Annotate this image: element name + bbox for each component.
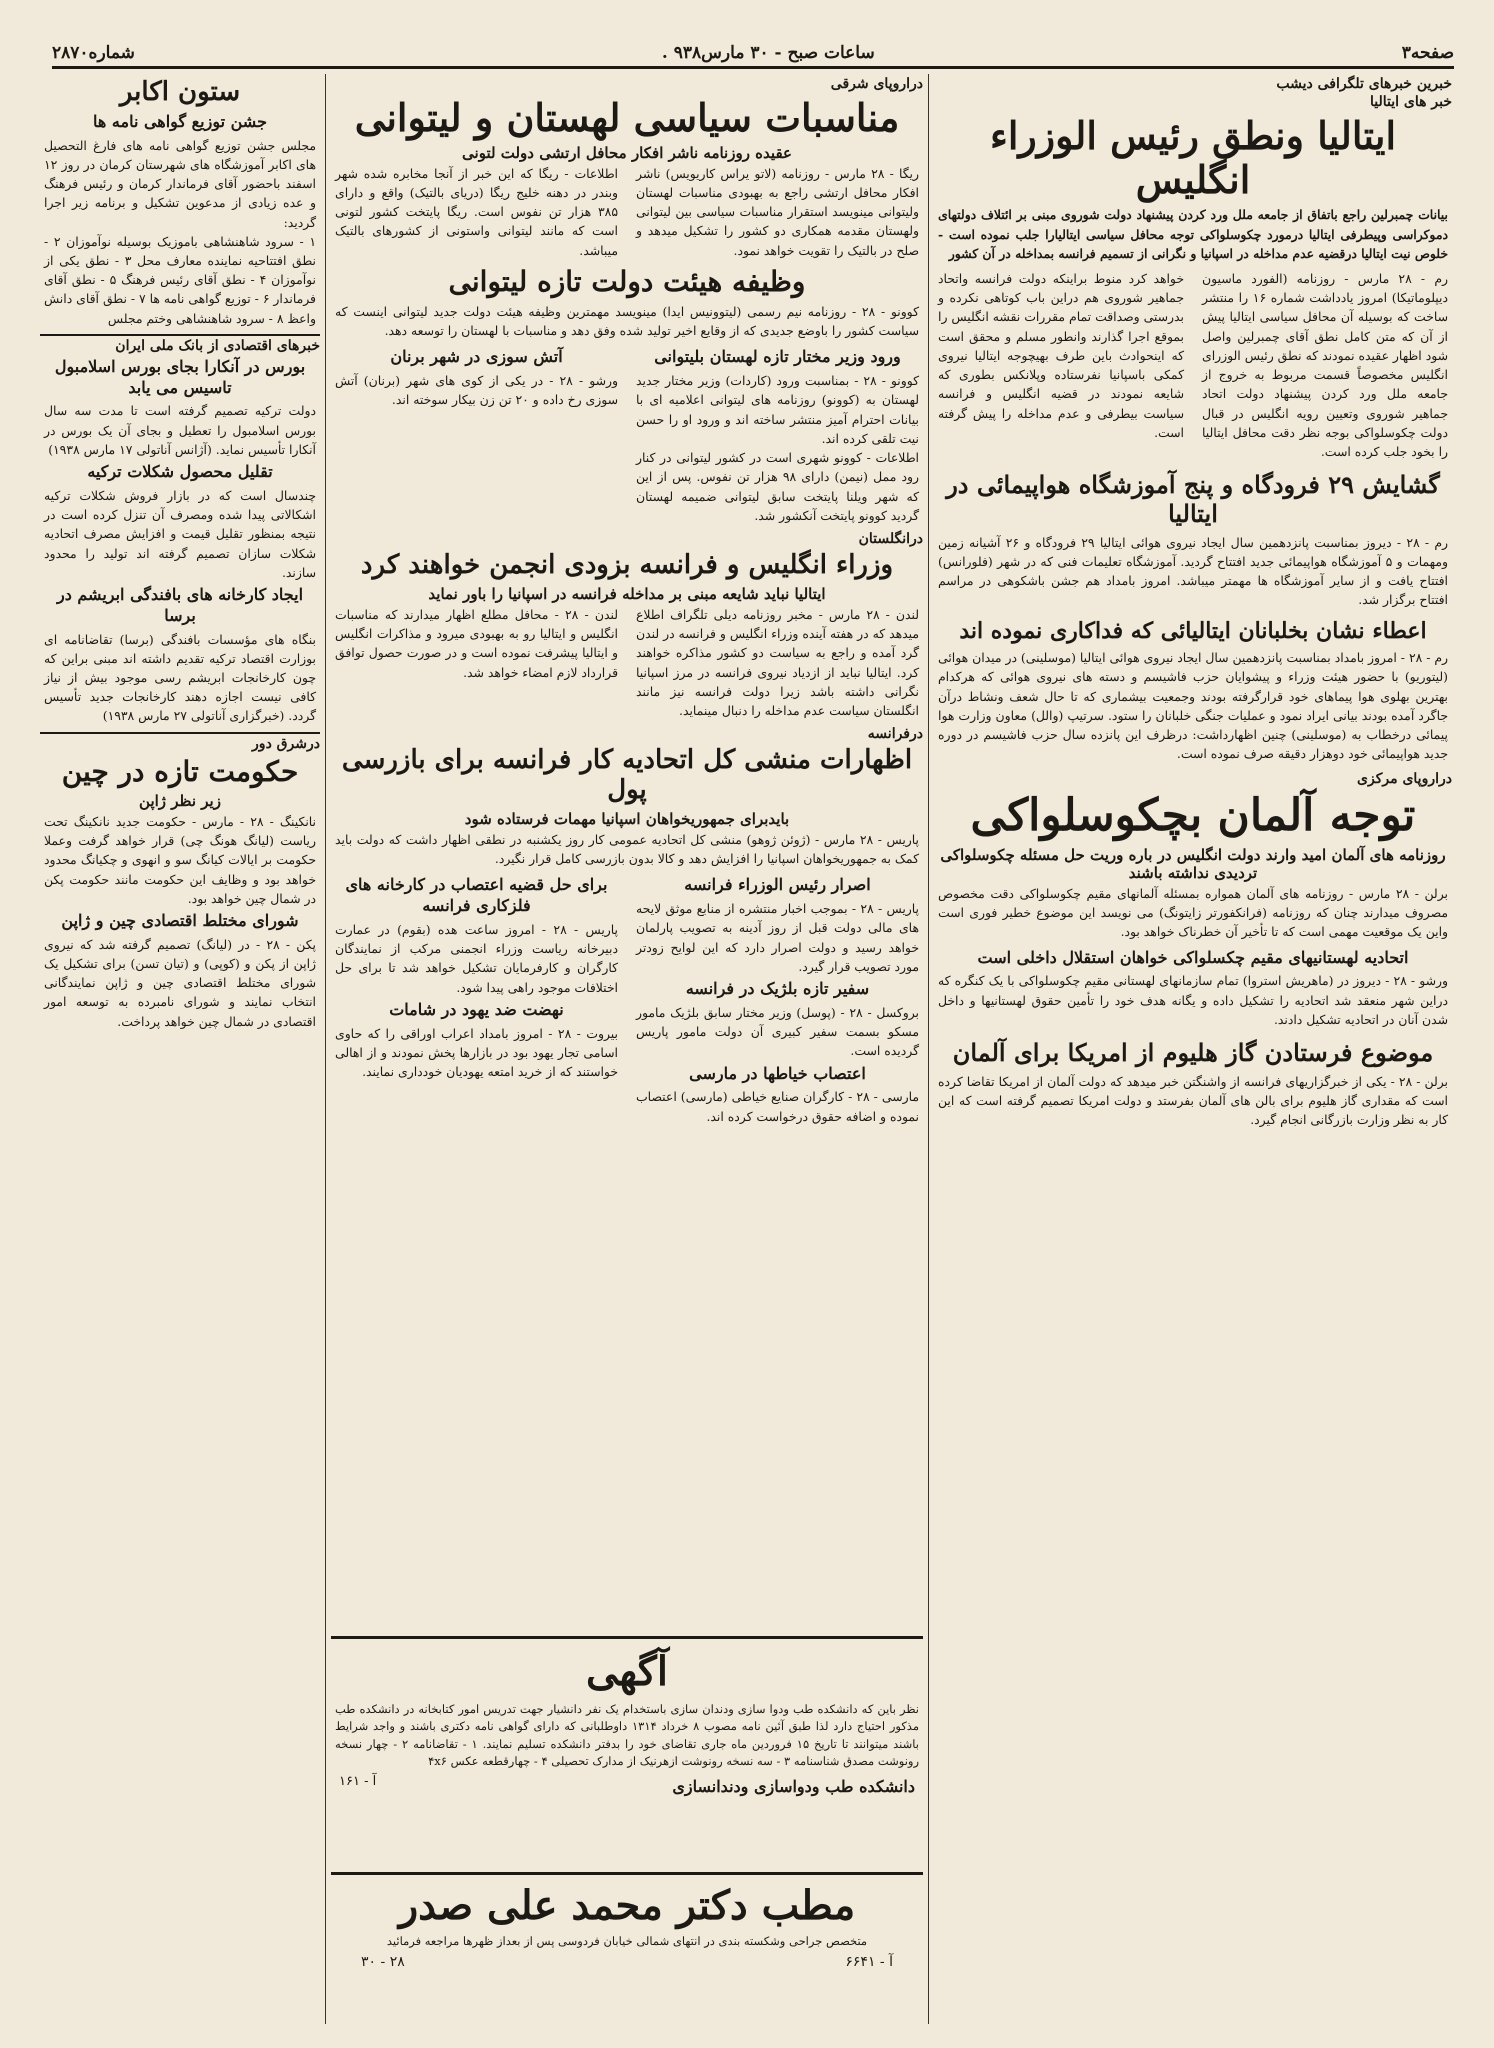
article-body: ریگا - ۲۸ مارس - روزنامه (لاتو یراس کاریویس) ناشر افکار محافل ارتشی راجع به بهبودی مناسبات لهستان ولیتوانی مینویسد استقرار مناسبات سیاسی بین لیتوانی ولهستان مقدمه همکاری دو کشور را تشکیل میدهد و صلح در بالتیک را تقویت خواهد نمود. bbox=[636, 165, 919, 258]
subheadline: بایدبرای جمهوریخواهان اسپانیا مهمات فرستاده شود bbox=[464, 809, 790, 828]
article-body: پاریس - ۲۸ - امروز ساعت هده (بقوم) در عمارت دبیرخانه ریاست وزراء انجمنی مرکب از نمایندگان کارگران و کارفرمایان تشکیل خواهد شد تا برای حل اختلافات موجود راهی پیدا شود. bbox=[335, 921, 618, 995]
section-label: دراروپای مرکزی bbox=[1357, 771, 1452, 788]
article-body: نانکینگ - ۲۸ - مارس - حکومت جدید نانکینگ تحت ریاست (لیانگ هونگ چی) قرار خواهد گرفت وعملا حکومت بر ایالات کیانگ سو و انهوی و چکیانگ محدود خواهد بود و وظایف این حکومت مانند حکومت پکن در شمال چین خواهد بود. bbox=[44, 813, 316, 906]
headline-chocolate: تقلیل محصول شکلات ترکیه bbox=[87, 462, 273, 482]
headline-fire: آتش سوزی در شهر برنان bbox=[390, 347, 563, 367]
column-left bbox=[40, 74, 320, 2024]
headline-belgian-ambassador: سفیر تازه بلژیک در فرانسه bbox=[685, 979, 870, 999]
section-label: درفرانسه bbox=[867, 726, 923, 743]
article-body: مجلس جشن توزیع گواهی نامه های فارغ التحصیل های اکابر آموزشگاه های شهرستان کرمان در روز ۱۲ اسفند باحضور آقای فرماندار کرمان و رئیس فرهنگ و عده زیادی از مدعوین تشکیل و برنامه زیر اجرا گردید: bbox=[44, 137, 316, 230]
article-body: اطلاعات - کوونو شهری است در کشور لیتوانی در کنار رود ممل (نیمن) دارای ۹۸ هزار تن نفوس. پس از این که شهر ویلنا پایتخت سابق لیتوانی ضمیمه لهستان گردید کوونو پایتخت آنکشور شد. bbox=[636, 450, 919, 523]
ad-text: نظر باین که دانشکده طب ودوا سازی ودندان سازی باستخدام یک نفر دانشیار جهت تدریس امور کتابخانه در دانشکده طب مذکور احتیاج دارد لذا طبق آئین نامه مصوب ۸ خرداد ۱۳۱۴ داوطلبانی که دارای گواهی نامه دکتری باشند و واجد شرایط باشند میتوانند تا تاریخ ۱۵ فروردین ماه جاری تقاضای خود را بدفتر دانشکده تسلیم نمایند. ۱ - تقاضانامه ۲ - چهار نسخه رونوشت مصدق شناسنامه ۳ - سه نسخه رونوشت ازهرنیک از مدارک تحصیلی ۴ - چهارقطعه عکس ۴x۶ bbox=[335, 1702, 919, 1768]
article-body: اطلاعات - ریگا که این خبر از آنجا مخابره شده شهر وبندر در دهنه خلیج ریگا (دریای بالتیک) واقع و دارای ۳۸۵ هزار تن نفوس است. ریگا پایتخت کشور لتونی است که مانند لیتوانی واستونی از کشورهای بالتیک میباشد. bbox=[335, 165, 618, 258]
headline-pm-insists: اصرار رئیس الوزراء فرانسه bbox=[684, 875, 871, 895]
headline-tailors-strike: اعتصاب خیاطها در مارسی bbox=[689, 1063, 866, 1083]
column-rule-left bbox=[325, 74, 326, 2024]
clinic-text: متخصص جراحی وشکسته بندی در انتهای شمالی خیابان فردوسی پس از بعداز ظهرها مراجعه فرمائید bbox=[386, 1934, 868, 1948]
headline-economic-council: شورای مختلط اقتصادی چین و ژاپن bbox=[61, 910, 299, 930]
article-body: ورشو - ۲۸ - در یکی از کوی های شهر (برنان) آتش سوزی رخ داده و ۲۰ تن زن بیکار سوخته اند. bbox=[335, 373, 618, 408]
article-body: بیروت - ۲۸ - امروز بامداد اعراب اوراقی را که حاوی اسامی تجار یهود بود در بازارها پخش نمودند و از اهالی خواستند که از خرید امتعه یهودیان خودداری نمایند. bbox=[335, 1025, 618, 1080]
article-body: ورشو - ۲۸ - دیروز در (ماهریش استروا) تمام سازمانهای لهستانی مقیم چکوسلواکی با یک کنگره که دراین شهر منعقد شد اتحادیه را تشکیل داده و یگانه هدف خود را تأمین حقوق لهستانیها و داخل شدن آنان در اتحادیه تشکیل دادند. bbox=[938, 973, 1448, 1027]
ad-signature: دانشکده طب ودواسازی ودندانسازی bbox=[672, 1777, 915, 1796]
headline-medals: اعطاء نشان بخلبانان ایتالیائی که فداکاری نموده اند bbox=[959, 617, 1427, 644]
headline-china-government: حکومت تازه در چین bbox=[61, 754, 299, 788]
column-title: ستون اکابر bbox=[119, 77, 241, 107]
article-body: کوونو - ۲۸ - بمناسبت ورود (کاردات) وزیر مختار جدید لهستان به (کوونو) روزنامه های لیتوانی اعلامیه ای با بیانات احترام آمیز منتشر ساخته اند و ورود او را حسن نیت تلقی کرده اند. bbox=[636, 373, 920, 446]
headline-polish-minister: ورود وزیر مختار تازه لهستان بلیتوانی bbox=[654, 347, 901, 367]
article-body: لندن - ۲۸ مارس - مخبر روزنامه دیلی تلگراف اطلاع میدهد که در هفته آینده وزراء انگلیس و فرانسه در لندن گرد آمده و راجع به سیاست دو کشور مذاکره خواهند کرد. ایتالیا نباید از ازدیاد نیروی فرانسه در مرز اسپانیا نگرانی داشته باشد زیرا دولت فرانسه نیز مانند انگلستان سیاست عدم مداخله را دنبال مینماید. bbox=[636, 606, 919, 718]
clinic-border-top bbox=[331, 1872, 923, 1875]
masthead bbox=[52, 34, 1454, 69]
headline-lithuania-cabinet: وظیفه هیئت دولت تازه لیتوانی bbox=[448, 264, 806, 298]
advertisement bbox=[331, 1642, 923, 1867]
section-label: خبرهای اقتصادی از بانک ملی ایران bbox=[40, 334, 320, 354]
headline-certificates: جشن توزیع گواهی نامه ها bbox=[93, 111, 267, 131]
headline-polish-union: اتحادیه لهستانیهای مقیم چکسلواکی خواهان استقلال داخلی است bbox=[977, 947, 1409, 967]
headline-ankara-bourse: بورس در آنکارا بجای بورس اسلامبول تاسیس می یابد bbox=[54, 356, 306, 397]
kicker: خبر های ایتالیا bbox=[1370, 94, 1452, 110]
ad-code: آ - ۱۶۱ bbox=[339, 1774, 377, 1789]
article-body: رم - ۲۸ - امروز بامداد بمناسبت پانزدهمین سال ایجاد نیروی هوائی ایتالیا (موسلینی) در میدان هوائی (لیتوریو) با حضور هیئت وزراء و پیشوایان حزب فاشیسم و دسته های نیروی هوائی که هرکدام بهترین بهلوی هوا پیماهای خود قرارگرفته بودند وجمعیت بیشماری که تا حال شعف ونشاط درآن جاگرد آمده بودند بیانی ایراد نمود و عملیات جنگی خلبانان را ستود. سرتیپ (والل) معاون وزارت هوا پیمائی درخطاب به (موسلینی) چنین اظهارداشت: درظرف این پانزده سال حزب فاشیسم در دوره جدید هواپیمائی خود دوهزار دقیقه صرف نموده است. bbox=[938, 650, 1448, 762]
column-rule-right bbox=[928, 74, 929, 2024]
article-body: پاریس - ۲۸ مارس - (ژوئن ژوهو) منشی کل اتحادیه عمومی کار روز یکشنبه در نطقی اظهار داشت که دولت باید کمک به جمهوریخواهان اسپانیا را افزایش دهد و کالا بدون بازرسی کامل قرار نگیرد. bbox=[335, 831, 919, 867]
subheadline: عقیده روزنامه ناشر افکار محافل ارتشی دولت لتونی bbox=[462, 143, 792, 162]
article-body: رم - ۲۸ - دیروز بمناسبت پانزدهمین سال ایجاد نیروی هوائی ایتالیا ۲۹ فرودگاه و ۲۶ آشیانه زمین ومهمات و ۵ آموزشگاه هواپیمائی جدید افتتاح گردید. آموزشگاه تعلیمات فنی که در شهر (فلورانس) افتتاح یافت و از سایر آموزشگاه ها مهمتر میباشد. امروز بامداد هم جشن باشکوهی در مراسم افتتاح برگزار شد. bbox=[938, 534, 1449, 608]
article-body: پاریس - ۲۸ - بموجب اخبار منتشره از منابع موثق لایحه های مالی دولت قبل از روز آدینه به تصویب پارلمان خواهد رسید و دولت اصرار دارد که این لوایح زودتر مورد تصویب قرار گیرد. bbox=[636, 901, 919, 974]
article-body: دولت ترکیه تصمیم گرفته است تا مدت سه سال بورس اسلامبول را تعطیل و بجای آن یک بورس در آنکارا تأسیس نماید. (آژانس آناتولی ۱۷ مارس ۱۹۳۸) bbox=[44, 403, 316, 457]
subheadline: ایتالیا نباید شایعه مبنی بر مداخله فرانسه در اسپانیا را باور نماید bbox=[428, 584, 826, 603]
section-label: درانگلستان bbox=[858, 530, 923, 547]
article-body: بنگاه های مؤسسات بافندگی (برسا) تقاضانامه ای بوزارت اقتصاد ترکیه تقدیم داشته اند مبنی براین که چون کارخانجات ابریشم رسی موجود بیش از نیاز کافی نیست اجازه دهند کارخانجات جدید تأسیس گردد. (خبرگزاری آناتولی ۲۷ مارس ۱۹۳۸) bbox=[44, 631, 316, 724]
article-body: بروکسل - ۲۸ - (پوسل) وزیر مختار سابق بلژیک مامور مسکو بسمت سفیر کبیری آن دولت مامور پاریس گردیده است. bbox=[636, 1004, 919, 1059]
clinic-number: ۲۸ - ۳۰ bbox=[361, 1954, 405, 1971]
column-middle bbox=[331, 74, 923, 1634]
headline-poland-lithuania: مناسبات سیاسی لهستان و لیتوانی bbox=[354, 95, 900, 140]
headline-germany-czech: توجه آلمان بچکوسلواکی bbox=[970, 790, 1416, 842]
section-label: دراروپای شرقی bbox=[830, 76, 923, 92]
headline-antisemitism: نهضت ضد یهود در شامات bbox=[389, 999, 564, 1019]
section-label: خبرین خبرهای تلگرافی دیشب bbox=[1276, 76, 1452, 92]
section-label: درشرق دور bbox=[40, 732, 320, 752]
subheadline: زیر نظر ژاپن bbox=[139, 791, 221, 810]
headline-labor-union: اظهارات منشی کل اتحادیه کار فرانسه برای بازرسی پول bbox=[341, 745, 913, 806]
article-body: مارسی - ۲۸ - کارگران صنایع خیاطی (مارسی) اعتصاب نموده و اضافه حقوق درخواست کرده اند. bbox=[636, 1089, 920, 1124]
article-body: کوونو - ۲۸ - روزنامه نیم رسمی (لیتوونیس ایدا) مینویسد مهمترین وظیفه هیئت دولت جدید لیتوانی اینست که سیاست کشور را باوضع جدیدی که از وقایع اخیر تولید شده وفق دهد و مناسبات با لهستان را توسعه دهد. bbox=[335, 303, 919, 339]
page-number: صفحه۳ bbox=[1401, 43, 1454, 63]
clinic-code: آ - ۶۶۴۱ bbox=[845, 1954, 893, 1971]
article-body: برلن - ۲۸ مارس - روزنامه های آلمان همواره بمسئله آلمانهای مقیم چکوسلواکی دقت مخصوص مصروف میدارند چنان که روزنامه (فرانکفورتر زایتونگ) می نویسد این موضوع خطیر فوری است واین یک موقعیت مهمی است که تا تأخیر آن خطرناک خواهد بود. bbox=[938, 885, 1448, 940]
article-body: رم - ۲۸ مارس - روزنامه (الفورد ماسیون دیپلوماتیکا) امروز یادداشت شماره ۱۶ را منتشر ساخت که بوسیله آن محافل سیاسی ایتالیا پیش از آن که متن کامل نطق آقای چمبرلین واصل شود اظهار عقیده نمودند که نطق رئیس الوزرای انگلیس مخصوصاً قسمت مربوط به خروج از جامعه ملل ورد کردن پیشنهاد دولت اتحاد جماهیر شوروی وتعیین رویه انگلیس در قبال دولت چکوسلواکی بوجه نظر دقت محافل ایتالیا را بخود جلب کرده است. bbox=[1202, 271, 1449, 459]
article-body: پکن - ۲۸ - در (لیانگ) تصمیم گرفته شد که نیروی ژاپن از پکن و (کوپی) و (تیان تسن) برای تشکیل یک شورای مختلط اقتصادی چین و ژاپن نمایندگانی انتخاب نمایند و شورای نامبرده به توسعه امور اقتصادی در شمال چین خواهد پرداخت. bbox=[44, 936, 316, 1029]
headline-helium: موضوع فرستادن گاز هلیوم از امریکا برای آلمان bbox=[952, 1038, 1434, 1068]
article-body: لندن - ۲۸ - محافل مطلع اظهار میدارند که مناسبات انگلیس و ایتالیا رو به بهبودی میرود و مذاکرات انگلیس و ایتالیا پیشرفت نموده است و در صورت حصول توافق قرارداد لازم امضاء خواهد شد. bbox=[335, 606, 618, 680]
headline-metal-strike: برای حل قضیه اعتصاب در کارخانه های فلزکاری فرانسه bbox=[345, 875, 608, 916]
subheadline: روزنامه های آلمان امید وارند دولت انگلیس در باره وریت حل مسئله چکوسلواکی تردیدی نداشته باشند bbox=[940, 845, 1446, 882]
issue-number: شماره۲۸۷۰ bbox=[52, 43, 135, 63]
lead-text: بیانات چمبرلین راجع باتفاق از جامعه ملل ورد کردن پیشنهاد دولت شوروی مبنی بر ائتلاف دولتهای دموکراسی وپیطرفی ایتالیا درمورد چکوسلواکی توجه محافل سیاسی ایتالیارا جلب نموده است - خلوص نیت ایتالیا درقضیه عدم مداخله در اسپانیا و نگرانی از تسمیم فرانسه بمداخله در آن کشور bbox=[938, 207, 1448, 261]
clinic-ad bbox=[331, 1878, 923, 1998]
headline-silk-factories: ایجاد کارخانه های بافندگی ابریشم در برسا bbox=[56, 585, 304, 625]
headline-italy-uk: ایتالیا ونطق رئیس الوزراء انگلیس bbox=[989, 113, 1396, 202]
article-body: برلن - ۲۸ - یکی از خبرگزاریهای فرانسه از واشنگتن خبر میدهد که دولت آلمان از امریکا تقاضا کرده است که مقداری گاز هلیوم برای بالن های آلمان بفرستد و دولت امریکا تصمیم گرفته است که این کار به نظر وزارت بازرگانی انجام گیرد. bbox=[938, 1073, 1449, 1128]
issue-date: ساعات صبح - ۳۰ مارس۹۳۸ . bbox=[661, 43, 875, 63]
program-list: ۱ - سرود شاهنشاهی باموزیک بوسیله نوآموزان ۲ - نطق افتتاحیه نماینده معارف محل ۳ - نطق یکی از نوآموزان ۴ - نطق آقای رئیس فرهنگ ۵ - نطق آقای فرماندار ۶ - توزیع گواهی نامه ها ۷ - نطق آقای دانش واعظ ۸ - سرود شاهنشاهی وختم مجلس bbox=[44, 233, 316, 326]
ad-title: آگهی bbox=[586, 1648, 668, 1695]
article-body: چندسال است که در بازار فروش شکلات ترکیه اشکالاتی پیدا شده ومصرف آن تنزل کرده است در نتیجه بمنظور تقلیل قیمت و افزایش مصرف اتحادیه شکلات سازان تصمیم گرفته اند تولید را محدود سازند. bbox=[44, 487, 316, 580]
headline-airfields: گشایش ۲۹ فرودگاه و پنج آموزشگاه هواپیمائی در ایتالیا bbox=[946, 470, 1440, 529]
clinic-title: مطب دکتر محمد علی صدر bbox=[398, 1882, 856, 1929]
ad-border-top bbox=[331, 1636, 923, 1639]
article-body: خواهد کرد منوط براینکه دولت فرانسه واتحاد جماهیر شوروی هم دراین باب کوتاهی نکرده و بدرستی وصداقت تمام مقررات نقشه انگلیس را بموقع اجرا گذارند وانطور مسلم و محقق است که اینحوادث باین طرف بهیچوجه ایتالیا نیروی کمکی باسپانیا نفرستاده وپلانکس بطوری که شایعه نمودند در قضیه انگلیس و فرانسه سیاست بیطرفی و عدم مداخله را پیش گرفته است. bbox=[938, 271, 1184, 440]
column-right bbox=[934, 74, 1452, 2024]
headline-ministers-meeting: وزراء انگلیس و فرانسه بزودی انجمن خواهند کرد bbox=[360, 549, 894, 580]
